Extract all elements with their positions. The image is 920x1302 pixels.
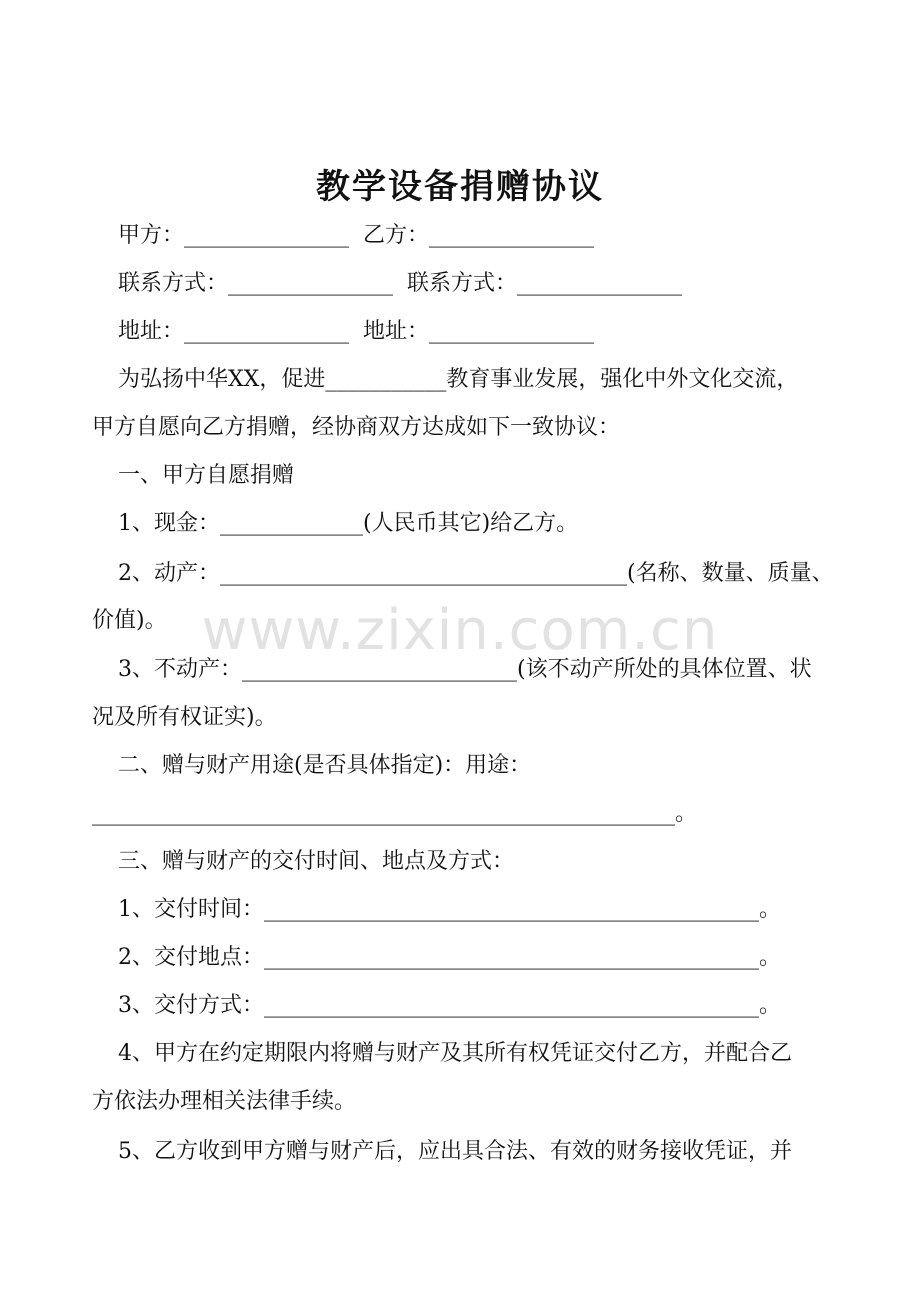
watermark-text: www.zixin.com.cn [201,598,719,663]
contact-b-field: 联系方式：_______________ [407,271,683,296]
intro-line-2: 甲方自愿向乙方捐赠，经协商双方达成如下一致协议： [92,415,621,440]
item-4-line-1: 4、甲方在约定期限内将赠与财产及其所有权凭证交付乙方，并配合乙 [118,1041,792,1066]
item-delivery-method: 3、交付方式：_____________________________________________。 [118,993,781,1018]
address-a-field: 地址：_______________ [118,319,350,344]
item-delivery-place: 2、交付地点：_____________________________________________。 [118,945,781,970]
usage-blank-line: _____________________________________________________。 [92,801,698,826]
item-delivery-time: 1、交付时间：_____________________________________________。 [118,897,781,922]
party-a-field: 甲方：_______________ [118,223,350,248]
section-1-heading: 一、甲方自愿捐赠 [118,463,295,488]
item-movable-line-1: 2、动产：_____________________________________(名称、数量、质量、 [118,561,834,586]
item-4-line-2: 方依法办理相关法律手续。 [92,1089,357,1114]
item-realestate-line-2: 况及所有权证实)。 [92,705,277,730]
item-movable-line-2: 价值)。 [92,608,167,633]
contact-row [118,268,863,300]
document-title: 教学设备捐赠协议 [316,167,604,207]
address-b-field: 地址：_______________ [363,319,595,344]
item-realestate-line-1: 3、不动产：_________________________(该不动产所处的具体位置、状 [118,657,812,682]
section-3-heading: 三、赠与财产的交付时间、地点及方式： [118,849,515,874]
party-row [118,220,863,252]
section-2-heading: 二、赠与财产用途(是否具体指定)：用途： [118,753,532,778]
intro-line-1: 为弘扬中华XX，促进___________教育事业发展，强化中外文化交流， [118,367,799,392]
address-row [118,316,863,348]
party-b-field: 乙方：_______________ [363,223,595,248]
item-cash: 1、现金：_____________(人民币其它)给乙方。 [118,511,579,536]
item-5-line-1: 5、乙方收到甲方赠与财产后，应出具合法、有效的财务接收凭证，并 [118,1139,792,1164]
contact-a-field: 联系方式：_______________ [118,271,394,296]
